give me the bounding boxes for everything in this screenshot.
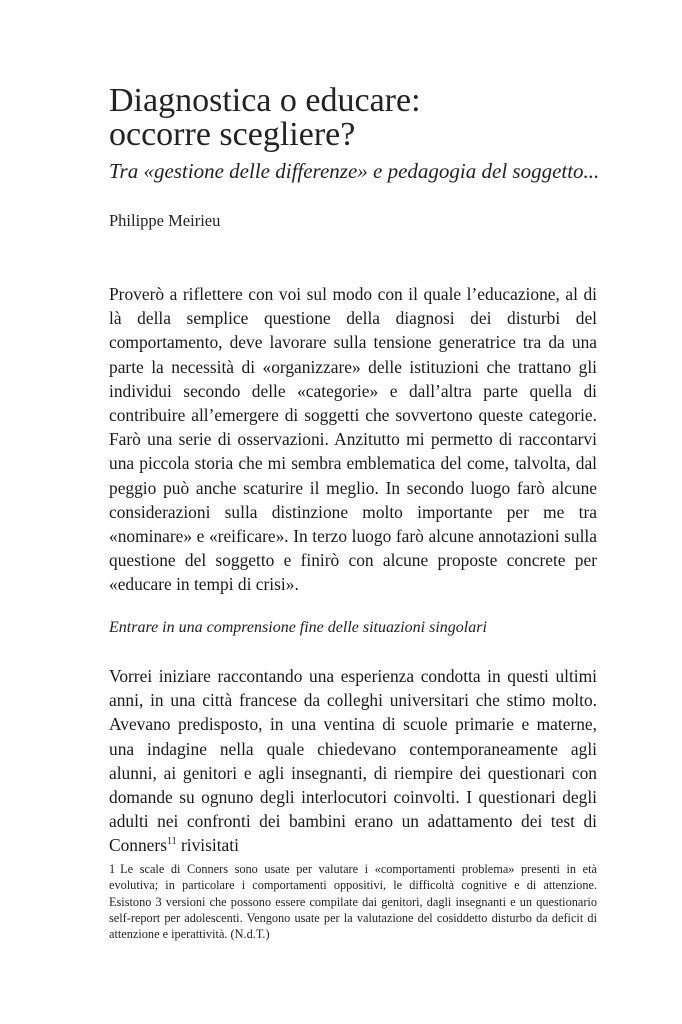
section-heading: Entrare in una comprensione fine delle situazioni singolari — [109, 619, 487, 636]
title-line-2: occorre scegliere? — [109, 116, 356, 153]
body-paragraph-2 — [109, 664, 597, 858]
footnote — [109, 861, 597, 942]
paragraph-2-end: rivisitati — [176, 835, 239, 856]
chapter-title — [109, 84, 629, 152]
footnote-reference: 11 — [166, 836, 177, 848]
body-paragraph-1: Proverò a riflettere con voi sul modo con il quale l’educazione, al di là della semplice questione della diagnosi dei disturbi del comportamento, deve lavorare sulla tensione generatrice tra da una parte la necessità di «organizzare» delle istituzioni che trattano gli individui secondo delle «categorie» e dall’altra parte quella di contribuire all’emergere di soggetti che sovvertono queste categorie. Farò una serie di osservazioni. Anzitutto mi permetto di raccontarvi una piccola storia che mi sembra emblematica del come, talvolta, dal peggio può anche scaturire il meglio. In secondo luogo farò alcune considerazioni sulla distinzione molto importante per me tra «nominare» e «reificare». In terzo luogo farò alcune annotazioni sulla questione del soggetto e finirò con alcune proposte concrete per «educare in tempi di crisi». — [109, 284, 597, 595]
chapter-subtitle: Tra «gestione delle differenze» e pedagogia del soggetto... — [109, 159, 600, 183]
footnote-text: Le scale di Conners sono usate per valutare i «comportamenti problema» presenti in età evolutiva; in particolare i comportamenti oppositivi, le difficoltà cognitive e di attenzione. Esistono 3 versioni che possono essere compilate dai genitori, dagli insegnanti e un questionario self-report per adolescenti. Vengono usate per la valutazione del cosiddetto disturbo da deficit di attenzione e iperattività. (N.d.T.) — [109, 862, 597, 942]
paragraph-2-text: Vorrei iniziare raccontando una esperienza condotta in questi ultimi anni, in una città francese da colleghi universitari che stimo molto. Avevano predisposto, in una ventina di scuole primarie e materne, una indagine nella quale chiedevano contemporaneamente agli alunni, ai genitori e agli insegnanti, di riempire dei questionari con domande su ognuno degli interlocutori coinvolti. I questionari degli adulti nei confronti dei bambini erano un adattamento dei test di Conners — [109, 666, 597, 856]
footnote-number: 1 — [109, 862, 116, 876]
author-name: Philippe Meirieu — [109, 211, 221, 230]
title-line-1: Diagnostica o educare: — [109, 82, 421, 119]
